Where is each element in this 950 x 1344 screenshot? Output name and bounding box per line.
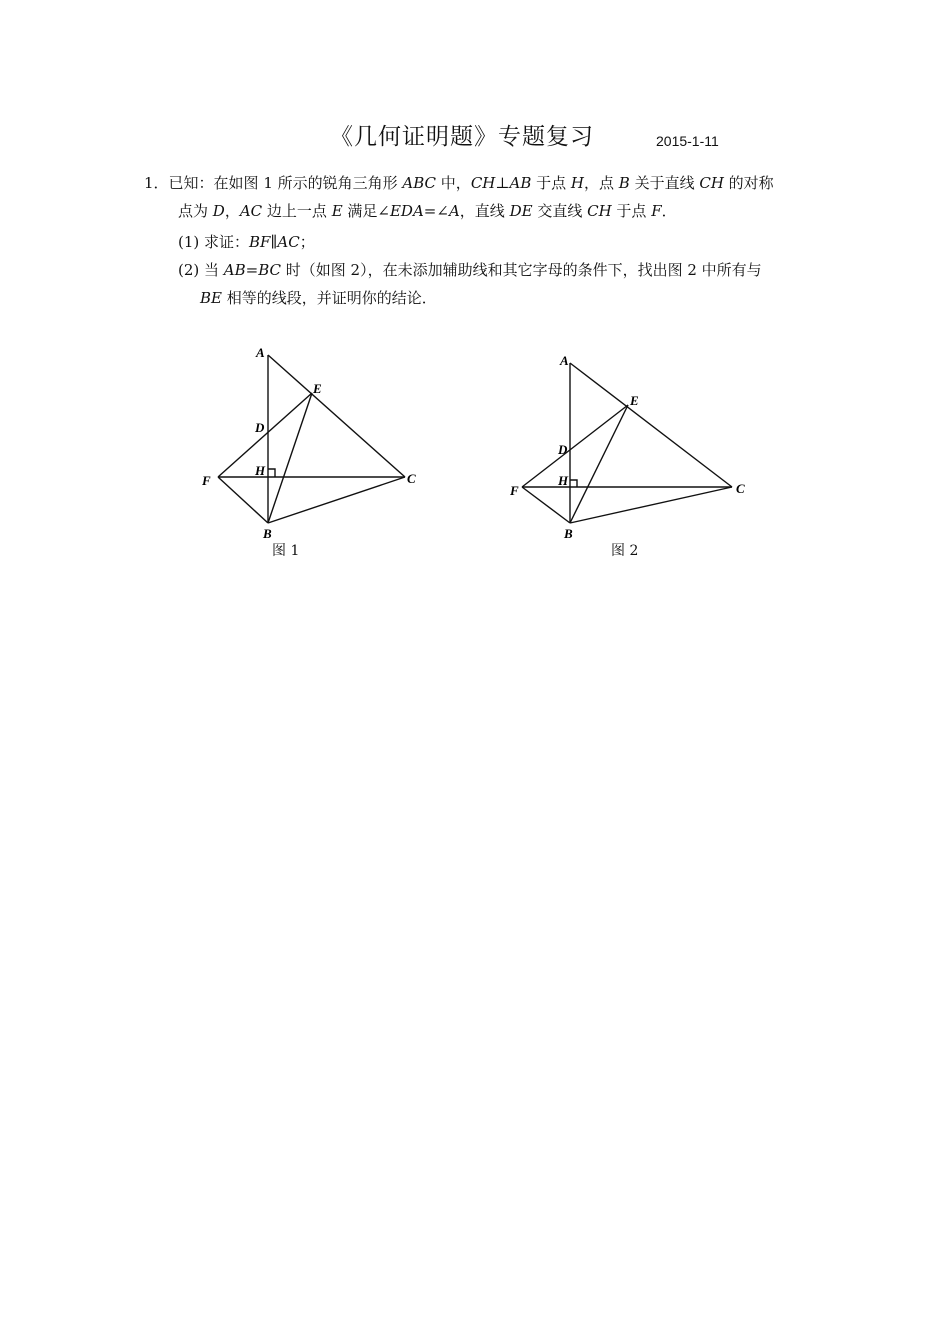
segment-ac: [268, 355, 405, 477]
segment-fe: [522, 405, 628, 487]
label-a: A: [560, 353, 569, 368]
figure-2-diagram: [500, 345, 760, 550]
math-b: B: [618, 174, 630, 192]
math-abc: ABC: [402, 174, 437, 192]
text: (2) 当: [178, 261, 224, 279]
segment-fb: [218, 477, 268, 523]
label-c: C: [736, 481, 745, 496]
math-ch: CH: [470, 174, 496, 192]
label-c: C: [407, 471, 416, 486]
math-a: A: [448, 202, 460, 220]
label-b: B: [263, 526, 272, 541]
text: 于点: [531, 174, 571, 192]
label-h: H: [558, 473, 569, 488]
label-f: F: [202, 473, 211, 488]
text: 已知：在如图 1 所示的锐角三角形: [168, 174, 403, 192]
document-title: 《几何证明题》专题复习: [330, 124, 594, 150]
math-bc: BC: [258, 261, 282, 279]
document-date: 2015-1-11: [656, 133, 719, 149]
math-ab: AB: [223, 261, 246, 279]
figure-1-caption: 图 1: [272, 543, 300, 559]
label-d: D: [558, 442, 568, 457]
math-ch: CH: [587, 202, 612, 220]
text: 关于直线: [629, 174, 700, 192]
text: 点为: [178, 202, 213, 220]
math-be: BE: [200, 289, 222, 307]
text: 相等的线段，并证明你的结论．: [221, 289, 437, 307]
segment-bc: [268, 477, 405, 523]
perp-symbol: ⊥: [495, 174, 510, 192]
text: 时（如图 2），在未添加辅助线和其它字母的条件下，找出图 2 中所有与: [281, 261, 762, 279]
text: ．: [661, 202, 677, 220]
text: (1) 求证：: [178, 233, 250, 251]
label-h: H: [255, 463, 266, 478]
math-ac: AC: [239, 202, 263, 220]
parallel-symbol: ∥: [270, 233, 278, 251]
text: 的对称: [723, 174, 774, 192]
text: ，直线: [459, 202, 510, 220]
problem-number: 1．: [144, 174, 169, 192]
math-eda: EDA: [389, 202, 424, 220]
math-d: D: [212, 202, 225, 220]
label-e: E: [630, 393, 639, 408]
text: =∠: [423, 202, 449, 220]
problem-line-2: [178, 201, 677, 221]
text: =: [245, 261, 259, 279]
text: 边上一点: [262, 202, 332, 220]
segment-bc: [570, 487, 732, 523]
text: ；: [299, 233, 315, 251]
text: ，: [224, 202, 240, 220]
question-1: [178, 232, 315, 252]
figure-2-caption: 图 2: [611, 543, 639, 559]
question-2-continued: [200, 288, 437, 308]
label-b: B: [564, 526, 573, 541]
text: 于点: [611, 202, 652, 220]
segment-ac: [570, 363, 732, 487]
text: 满足∠: [342, 202, 390, 220]
label-e: E: [313, 381, 322, 396]
label-a: A: [256, 345, 265, 360]
math-ac: AC: [277, 233, 300, 251]
label-d: D: [255, 420, 265, 435]
math-f: F: [651, 202, 662, 220]
math-e: E: [331, 202, 343, 220]
segment-fb: [522, 487, 570, 523]
text: 中，: [436, 174, 471, 192]
math-ch: CH: [699, 174, 724, 192]
math-h: H: [570, 174, 584, 192]
right-angle-mark: [570, 480, 577, 487]
math-ab: AB: [509, 174, 532, 192]
math-de: DE: [509, 202, 533, 220]
text: 交直线: [532, 202, 588, 220]
right-angle-mark: [268, 469, 275, 477]
text: ，点: [583, 174, 619, 192]
problem-line-1: [144, 173, 774, 193]
question-2: [178, 260, 762, 280]
figure-1-diagram: [190, 335, 430, 550]
segment-be: [570, 405, 628, 523]
math-bf: BF: [249, 233, 271, 251]
label-f: F: [510, 483, 519, 498]
